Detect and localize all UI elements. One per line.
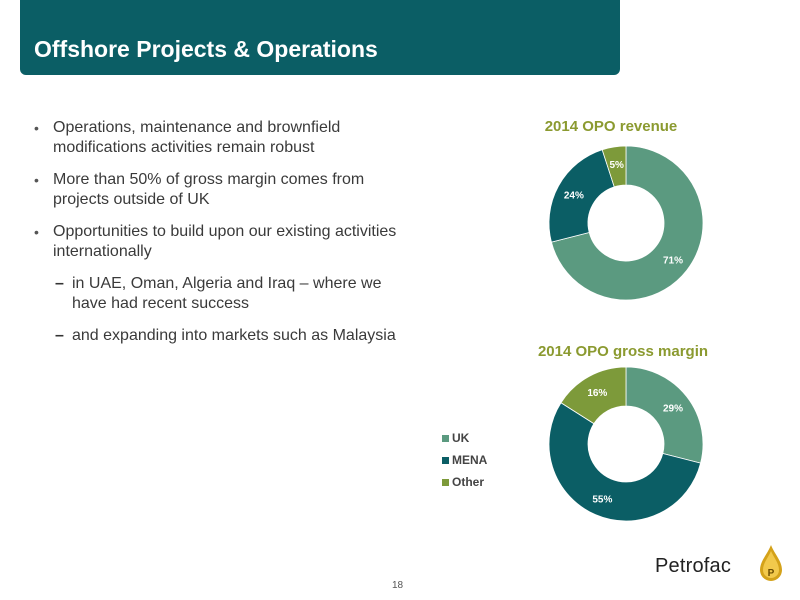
legend-swatch <box>442 457 449 464</box>
legend-item-uk <box>442 427 487 449</box>
bullet-item <box>34 170 414 210</box>
petrofac-logo <box>655 543 785 583</box>
bullet-item <box>34 222 414 262</box>
legend-label: UK <box>452 431 470 445</box>
bullet-item <box>34 118 414 158</box>
revenue-label-uk: 71% <box>663 255 684 267</box>
logo-text: Petrofac <box>655 555 732 577</box>
title-bar <box>20 0 620 75</box>
bullet-marker: • <box>34 172 39 188</box>
gross-margin-label-other: 16% <box>587 387 608 399</box>
slide-title: Offshore Projects & Operations <box>34 36 378 62</box>
revenue-label-other: 5% <box>609 160 624 172</box>
bullet-text: Operations, maintenance and brownfield modifications activities remain robust <box>53 119 341 156</box>
bullet-marker: • <box>34 120 39 136</box>
sub-bullet-item <box>0 326 414 346</box>
bullet-text: Opportunities to build upon our existing activities internationally <box>53 223 397 260</box>
chart-legend <box>442 427 487 493</box>
legend-item-mena <box>442 449 487 471</box>
bullet-list <box>34 118 414 358</box>
sub-bullet-text: and expanding into markets such as Malaysia <box>72 327 396 344</box>
bullet-text: More than 50% of gross margin comes from projects outside of UK <box>53 171 365 208</box>
gross-margin-donut-chart <box>540 358 712 530</box>
legend-swatch <box>442 435 449 442</box>
revenue-donut-chart <box>540 137 712 309</box>
legend-swatch <box>442 479 449 486</box>
revenue-chart-title: 2014 OPO revenue <box>544 118 678 135</box>
gross-margin-label-uk: 29% <box>663 403 684 415</box>
revenue-label-mena: 24% <box>563 190 584 202</box>
page-number: 18 <box>392 580 404 591</box>
legend-label: Other <box>452 475 485 489</box>
bullet-marker: • <box>34 224 39 240</box>
logo-mark-letter: P <box>767 568 775 579</box>
legend-label: MENA <box>452 453 488 467</box>
sub-bullet-item <box>0 274 414 314</box>
oil-drop-icon <box>757 543 785 583</box>
sub-bullet-text: in UAE, Oman, Algeria and Iraq – where we have had recent success <box>72 275 382 312</box>
sub-bullet-marker: – <box>55 275 64 292</box>
gross-margin-chart-title: 2014 OPO gross margin <box>537 343 709 360</box>
gross-margin-label-mena: 55% <box>592 494 613 506</box>
gross-margin-slice-uk <box>626 367 703 463</box>
legend-item-other <box>442 471 487 493</box>
sub-bullet-marker: – <box>55 327 64 344</box>
